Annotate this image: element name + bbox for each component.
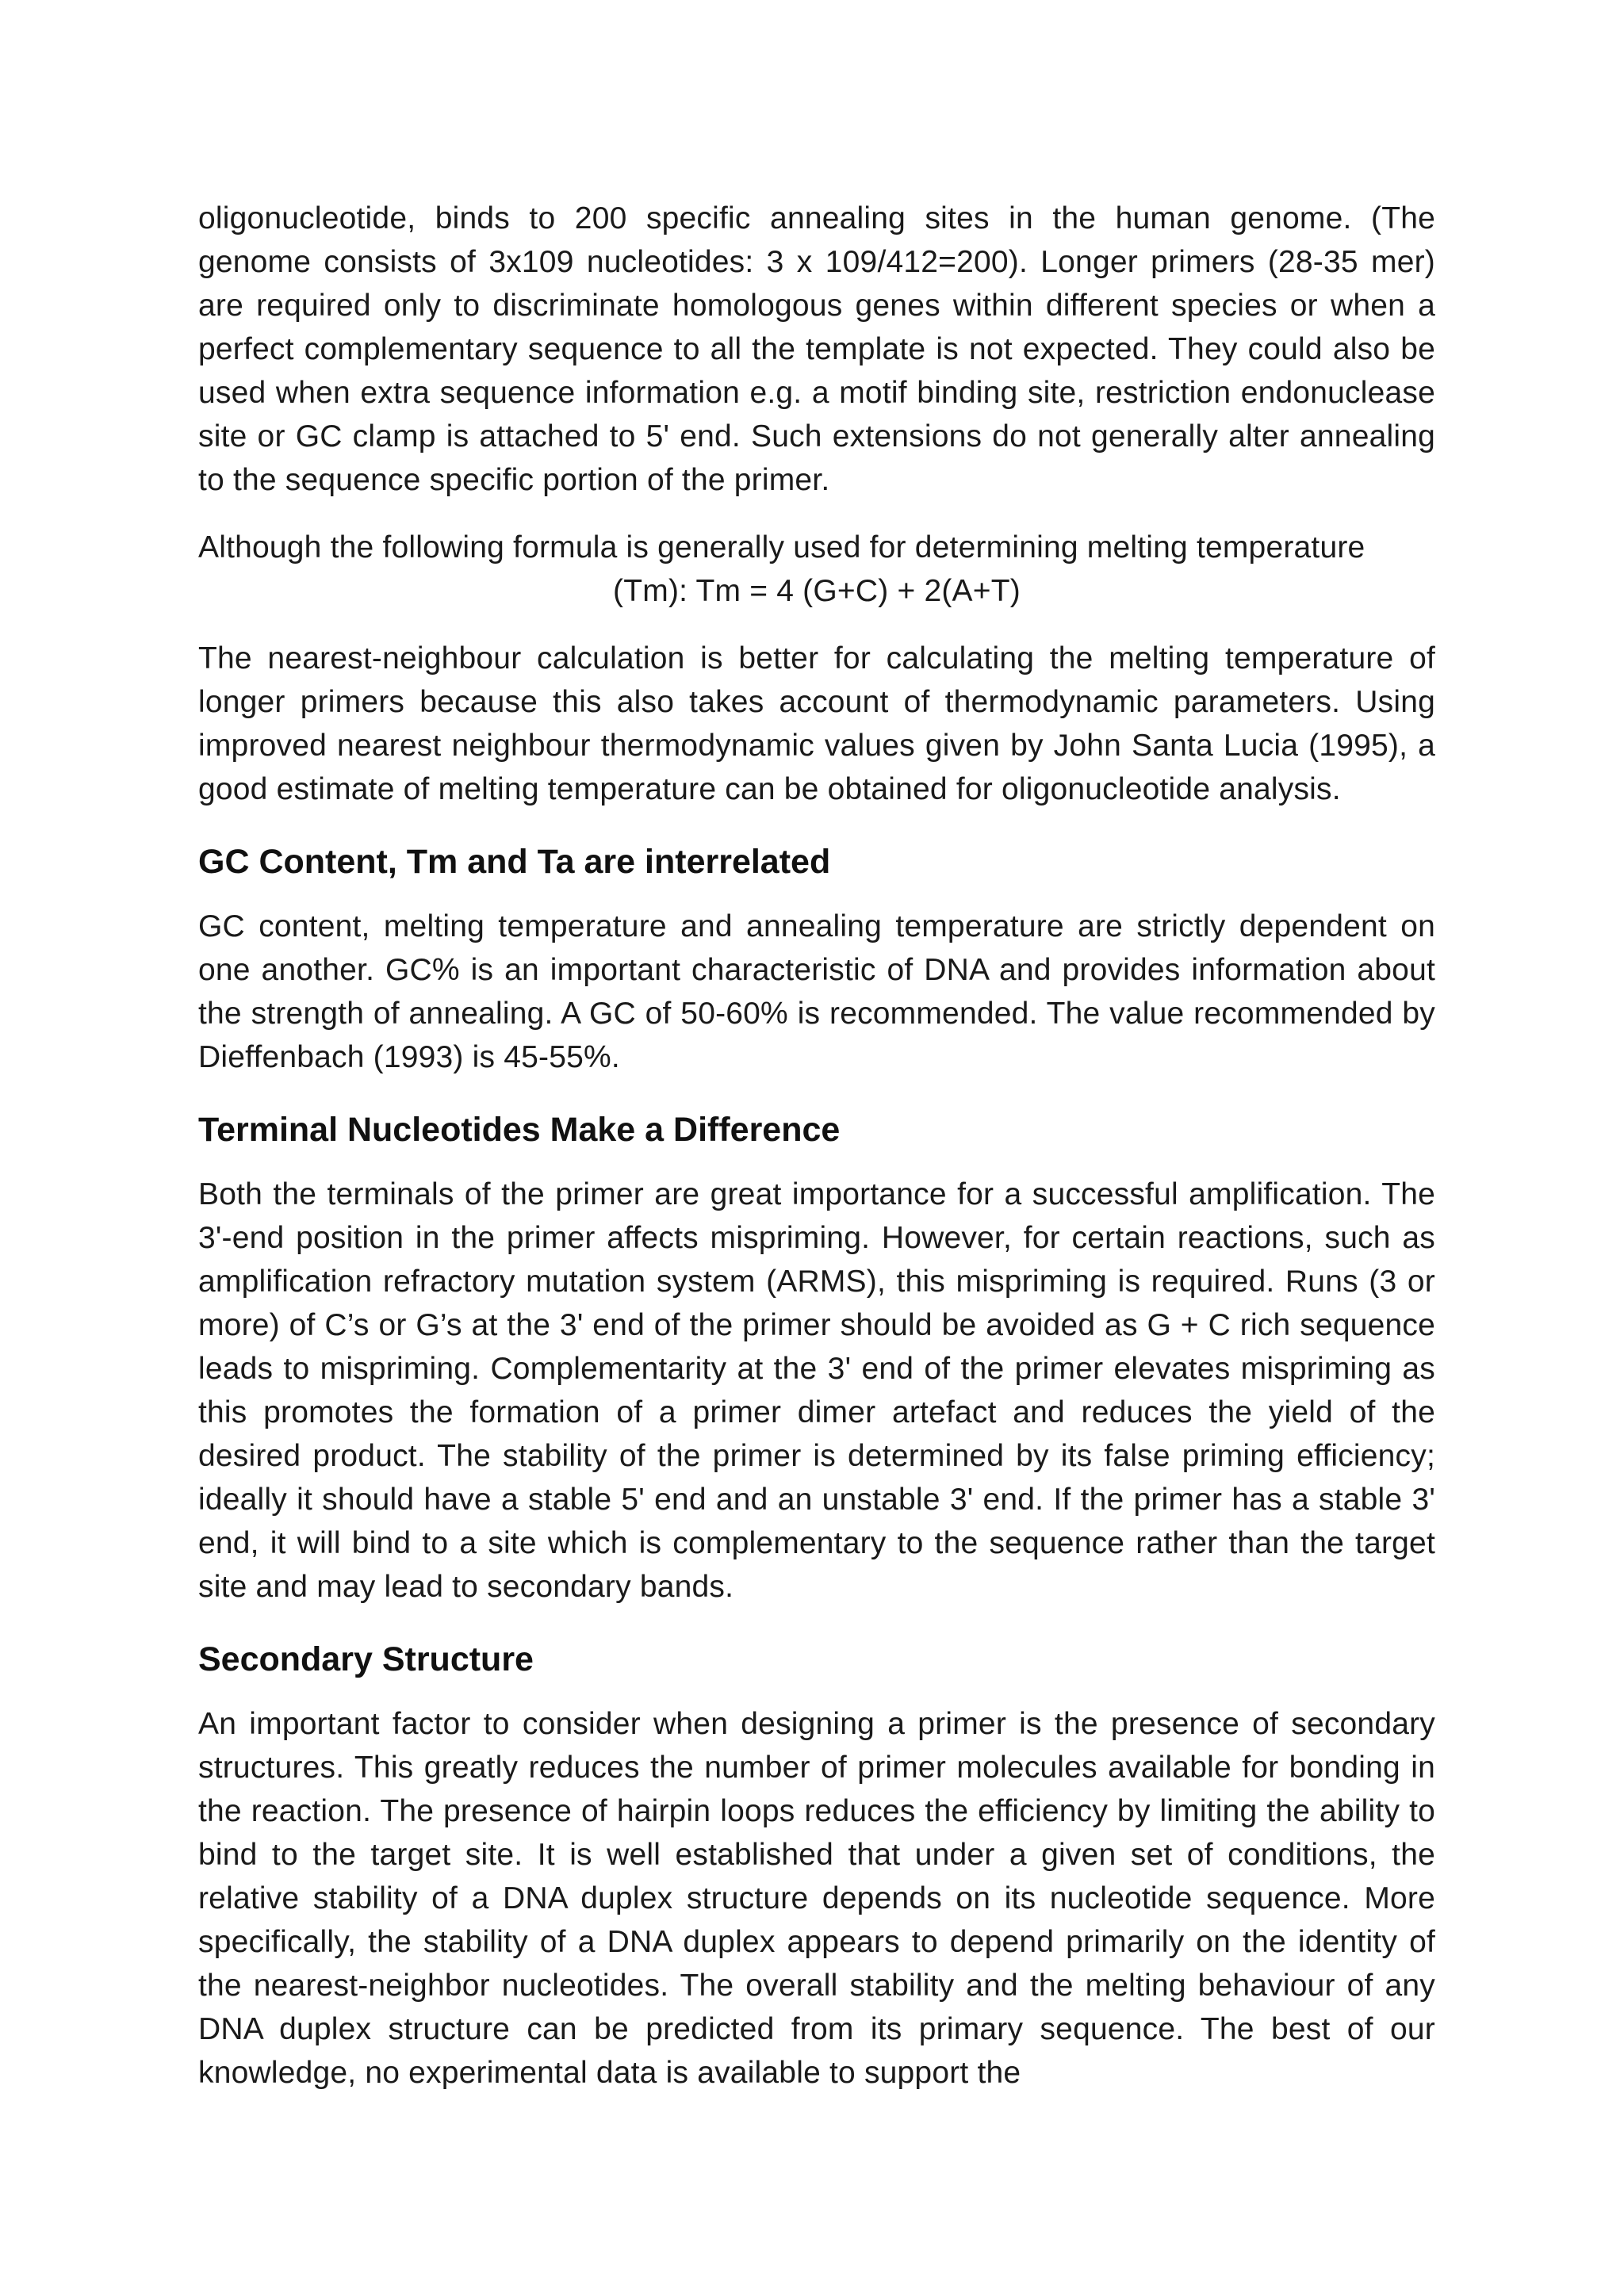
- paragraph-terminal-nucleotides: Both the terminals of the primer are great importance for a successful amplification. The 3'-end position in the primer affects mispriming. However, for certain reactions, such as amplification refractory mutation system (ARMS), this mispriming is required. Runs (3 or more) of C’s or G’s at the 3' end of the primer should be avoided as G + C rich sequence leads to mispriming. Complementarity at the 3' end of the primer elevates mispriming as this promotes the formation of a primer dimer artefact and reduces the yield of the desired product. The stability of the primer is determined by its false priming efficiency; ideally it should have a stable 5' end and an unstable 3' end. If the primer has a stable 3' end, it will bind to a site which is complementary to the sequence rather than the target site and may lead to secondary bands.: [198, 1177, 1435, 1604]
- melting-formula: (Tm): Tm = 4 (G+C) + 2(A+T): [613, 574, 1021, 608]
- paragraph-gc-content: GC content, melting temperature and annealing temperature are strictly dependent on one another. GC% is an important characteristic of DNA and provides information about the strength of annealing. A GC of 50-60% is recommended. The value recommended by Dieffenbach (1993) is 45-55%.: [198, 909, 1435, 1074]
- document-page: [198, 197, 1435, 2095]
- paragraph-melting-formula: [198, 526, 1435, 613]
- paragraph-primer-length: oligonucleotide, binds to 200 specific annealing sites in the human genome. (The genome consists of 3x109 nucleotides: 3 x 109/412=200). Longer primers (28-35 mer) are required only to discriminate homologous genes within different species or when a perfect complementary sequence to all the template is not expected. They could also be used when extra sequence information e.g. a motif binding site, restriction endonuclease site or GC clamp is attached to 5' end. Such extensions do not generally alter annealing to the sequence specific portion of the primer.: [198, 201, 1435, 497]
- paragraph-nearest-neighbour: The nearest-neighbour calculation is better for calculating the melting temperature of longer primers because this also takes account of thermodynamic parameters. Using improved nearest neighbour thermodynamic values given by John Santa Lucia (1995), a good estimate of melting temperature can be obtained for oligonucleotide analysis.: [198, 641, 1435, 806]
- paragraph-secondary-structure: An important factor to consider when designing a primer is the presence of secondary structures. This greatly reduces the number of primer molecules available for bonding in the reaction. The presence of hairpin loops reduces the efficiency by limiting the ability to bind to the target site. It is well established that under a given set of conditions, the relative stability of a DNA duplex structure depends on its nucleotide sequence. More specifically, the stability of a DNA duplex appears to depend primarily on the identity of the nearest-neighbor nucleotides. The overall stability and the melting behaviour of any DNA duplex structure can be predicted from its primary sequence. The best of our knowledge, no experimental data is available to support the: [198, 1707, 1435, 2090]
- heading-terminal-nucleotides: Terminal Nucleotides Make a Difference: [198, 1111, 841, 1149]
- heading-secondary-structure: Secondary Structure: [198, 1640, 534, 1678]
- melting-formula-intro: Although the following formula is generally used for determining melting temperature: [198, 530, 1365, 564]
- heading-gc-content: GC Content, Tm and Ta are interrelated: [198, 843, 831, 881]
